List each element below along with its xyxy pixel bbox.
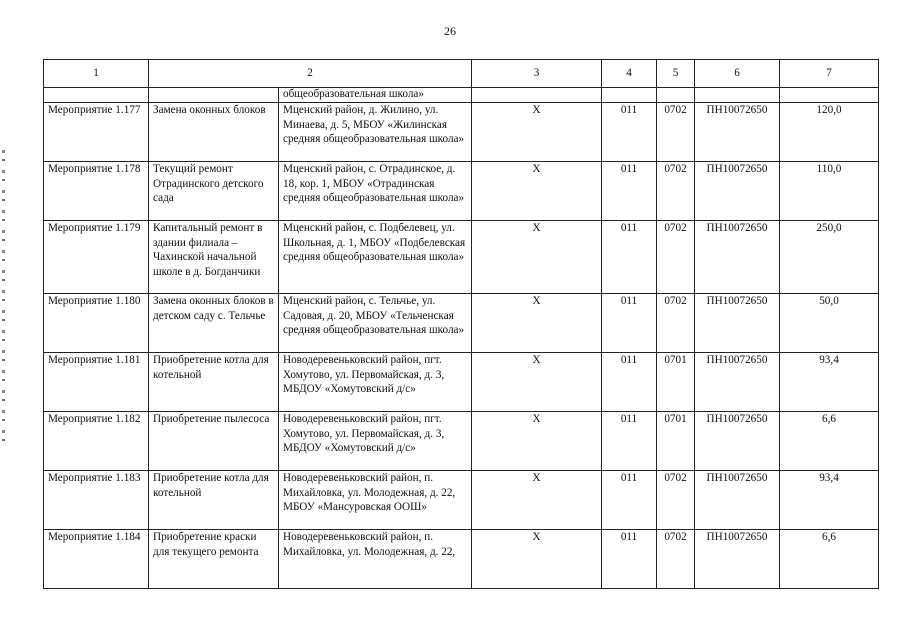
continuation-row [44,88,879,103]
header-col-3: 3 [472,60,602,88]
col3-value: X [472,353,602,412]
activity-address: Мценский район, с. Тельчье, ул. Садовая, д. 20, МБОУ «Тельченская средняя общеобразовательная школа» [279,294,472,353]
table-row [44,221,879,294]
amount-value: 120,0 [780,103,879,162]
activity-name: Капитальный ремонт в здании филиала – Чахинской начальной школе в д. Богданчики [149,221,279,294]
col4-value: 011 [602,530,657,589]
scan-edge-artifact [2,150,5,450]
col3-value: X [472,103,602,162]
activity-address: Новодеревеньковский район, п. Михайловка, ул. Молодежная, д. 22, МБОУ «Мансуровская ООШ» [279,471,472,530]
activity-id: Мероприятие 1.181 [44,353,149,412]
activity-name: Приобретение пылесоса [149,412,279,471]
col3-value: X [472,294,602,353]
col5-value: 0701 [657,353,695,412]
activity-address: Мценский район, с. Отрадинское, д. 18, кор. 1, МБОУ «Отрадинская средняя общеобразовательная школа» [279,162,472,221]
col4-value: 011 [602,294,657,353]
continuation-address: общеобразовательная школа» [279,88,472,103]
col6-value: ПН10072650 [695,103,780,162]
cell-empty [602,88,657,103]
col4-value: 011 [602,221,657,294]
activity-address: Новодеревеньковский район, пгт. Хомутово, ул. Первомайская, д. 3, МБДОУ «Хомутовский д/с» [279,353,472,412]
amount-value: 6,6 [780,412,879,471]
table-row [44,530,879,589]
header-col-7: 7 [780,60,879,88]
col3-value: X [472,221,602,294]
activity-address: Новодеревеньковский район, пгт. Хомутово, ул. Первомайская, д. 3, МБДОУ «Хомутовский д/с» [279,412,472,471]
col6-value: ПН10072650 [695,294,780,353]
table-row [44,353,879,412]
cell-empty [44,88,149,103]
activity-name: Замена оконных блоков в детском саду с. Тельчье [149,294,279,353]
table-row [44,471,879,530]
col5-value: 0702 [657,162,695,221]
col4-value: 011 [602,162,657,221]
amount-value: 6,6 [780,530,879,589]
col3-value: X [472,471,602,530]
col6-value: ПН10072650 [695,471,780,530]
header-col-2: 2 [149,60,472,88]
cell-empty [149,88,279,103]
header-row [44,60,879,88]
col4-value: 011 [602,353,657,412]
activity-id: Мероприятие 1.182 [44,412,149,471]
table-row [44,294,879,353]
amount-value: 250,0 [780,221,879,294]
col6-value: ПН10072650 [695,412,780,471]
activity-id: Мероприятие 1.184 [44,530,149,589]
activity-address: Мценский район, с. Подбелевец, ул. Школьная, д. 1, МБОУ «Подбелевская средняя общеобразовательная школа» [279,221,472,294]
col5-value: 0702 [657,294,695,353]
col6-value: ПН10072650 [695,530,780,589]
cell-empty [695,88,780,103]
header-col-6: 6 [695,60,780,88]
activity-name: Приобретение краски для текущего ремонта [149,530,279,589]
col3-value: X [472,412,602,471]
activity-address: Мценский район, д. Жилино, ул. Минаева, д. 5, МБОУ «Жилинская средняя общеобразовательная школа» [279,103,472,162]
col4-value: 011 [602,471,657,530]
activity-name: Приобретение котла для котельной [149,353,279,412]
table-row [44,412,879,471]
amount-value: 110,0 [780,162,879,221]
header-col-1: 1 [44,60,149,88]
cell-empty [657,88,695,103]
header-col-5: 5 [657,60,695,88]
col5-value: 0702 [657,103,695,162]
activity-id: Мероприятие 1.180 [44,294,149,353]
activity-id: Мероприятие 1.183 [44,471,149,530]
col3-value: X [472,162,602,221]
col5-value: 0702 [657,221,695,294]
activity-id: Мероприятие 1.177 [44,103,149,162]
amount-value: 93,4 [780,471,879,530]
col6-value: ПН10072650 [695,353,780,412]
page-number: 26 [444,24,456,38]
activity-id: Мероприятие 1.179 [44,221,149,294]
table-row [44,162,879,221]
activities-table [43,59,879,589]
activity-name: Текущий ремонт Отрадинского детского сада [149,162,279,221]
activity-id: Мероприятие 1.178 [44,162,149,221]
col5-value: 0702 [657,471,695,530]
cell-empty [780,88,879,103]
col5-value: 0702 [657,530,695,589]
col4-value: 011 [602,412,657,471]
activity-name: Замена оконных блоков [149,103,279,162]
table-row [44,103,879,162]
col4-value: 011 [602,103,657,162]
col6-value: ПН10072650 [695,162,780,221]
col3-value: X [472,530,602,589]
amount-value: 50,0 [780,294,879,353]
col6-value: ПН10072650 [695,221,780,294]
amount-value: 93,4 [780,353,879,412]
header-col-4: 4 [602,60,657,88]
activity-address: Новодеревеньковский район, п. Михайловка, ул. Молодежная, д. 22, [279,530,472,589]
cell-empty [472,88,602,103]
activity-name: Приобретение котла для котельной [149,471,279,530]
col5-value: 0701 [657,412,695,471]
